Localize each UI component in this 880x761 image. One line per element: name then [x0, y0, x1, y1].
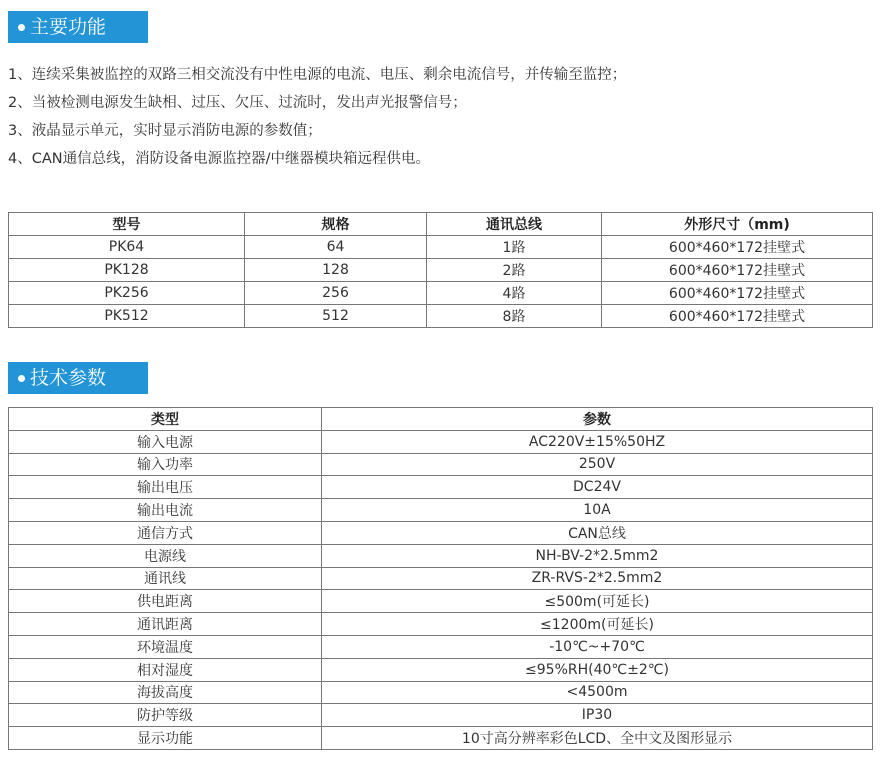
param-name: 相对湿度: [9, 658, 322, 681]
cell-bus: 1路: [427, 236, 602, 259]
param-value: ≤500m(可延长): [322, 590, 873, 613]
feature-item: 1、连续采集被监控的双路三相交流没有中性电源的电流、电压、剩余电流信号，并传输至监控；: [8, 67, 627, 83]
cell-model: PK256: [9, 282, 245, 305]
cell-spec: 256: [245, 282, 427, 305]
cell-spec: 128: [245, 259, 427, 282]
table-row: [9, 567, 873, 590]
table-row: [9, 590, 873, 613]
tech-params-title: 技术参数: [30, 367, 107, 389]
main-features-header: [8, 11, 148, 43]
param-value: ZR-RVS-2*2.5mm2: [322, 567, 873, 590]
cell-spec: 512: [245, 305, 427, 328]
cell-dimensions: 600*460*172挂壁式: [602, 305, 873, 328]
param-name: 输入电源: [9, 430, 322, 453]
param-name: 电源线: [9, 544, 322, 567]
column-header-spec: 规格: [245, 213, 427, 236]
bullet-dot-icon: [18, 375, 25, 382]
table-row: [9, 236, 873, 259]
table-row: [9, 681, 873, 704]
cell-model: PK512: [9, 305, 245, 328]
param-name: 通信方式: [9, 521, 322, 544]
column-header-dimensions: 外形尺寸（mm): [602, 213, 873, 236]
param-value: NH-BV-2*2.5mm2: [322, 544, 873, 567]
param-name: 输出电流: [9, 499, 322, 522]
param-name: 通讯线: [9, 567, 322, 590]
param-name: 显示功能: [9, 727, 322, 750]
bullet-dot-icon: [18, 24, 25, 31]
param-value: AC220V±15%50HZ: [322, 430, 873, 453]
cell-bus: 2路: [427, 259, 602, 282]
table-row: [9, 613, 873, 636]
table-row: [9, 453, 873, 476]
table-row: [9, 658, 873, 681]
table-row: [9, 259, 873, 282]
param-name: 供电距离: [9, 590, 322, 613]
feature-item: 4、CAN通信总线，消防设备电源监控器/中继器模块箱远程供电。: [8, 151, 430, 167]
cell-dimensions: 600*460*172挂壁式: [602, 282, 873, 305]
table-header-row: [9, 408, 873, 431]
tech-params-table: [8, 407, 873, 750]
feature-item: 3、液晶显示单元，实时显示消防电源的参数值；: [8, 123, 322, 139]
param-value: 10A: [322, 499, 873, 522]
column-header-type: 类型: [9, 408, 322, 431]
main-features-title: 主要功能: [30, 16, 107, 38]
feature-list: [8, 61, 872, 173]
param-name: 海拔高度: [9, 681, 322, 704]
table-row: [9, 704, 873, 727]
cell-dimensions: 600*460*172挂壁式: [602, 259, 873, 282]
param-value: 250V: [322, 453, 873, 476]
model-table: [8, 212, 873, 328]
cell-model: PK64: [9, 236, 245, 259]
param-value: DC24V: [322, 476, 873, 499]
param-value: IP30: [322, 704, 873, 727]
table-row: [9, 430, 873, 453]
param-name: 输出电压: [9, 476, 322, 499]
param-value: CAN总线: [322, 521, 873, 544]
column-header-bus: 通讯总线: [427, 213, 602, 236]
table-header-row: [9, 213, 873, 236]
cell-model: PK128: [9, 259, 245, 282]
param-value: <4500m: [322, 681, 873, 704]
table-row: [9, 544, 873, 567]
cell-spec: 64: [245, 236, 427, 259]
param-name: 通讯距离: [9, 613, 322, 636]
table-row: [9, 282, 873, 305]
param-name: 输入功率: [9, 453, 322, 476]
param-value: ≤95%RH(40℃±2℃): [322, 658, 873, 681]
tech-params-header: [8, 362, 148, 394]
cell-bus: 8路: [427, 305, 602, 328]
column-header-param: 参数: [322, 408, 873, 431]
cell-bus: 4路: [427, 282, 602, 305]
param-name: 防护等级: [9, 704, 322, 727]
feature-item: 2、当被检测电源发生缺相、过压、欠压、过流时，发出声光报警信号；: [8, 95, 467, 111]
table-row: [9, 635, 873, 658]
table-row: [9, 521, 873, 544]
column-header-model: 型号: [9, 213, 245, 236]
param-value: -10℃~+70℃: [322, 635, 873, 658]
table-row: [9, 727, 873, 750]
param-value: 10寸高分辨率彩色LCD、全中文及图形显示: [322, 727, 873, 750]
table-row: [9, 476, 873, 499]
cell-dimensions: 600*460*172挂壁式: [602, 236, 873, 259]
param-name: 环境温度: [9, 635, 322, 658]
table-row: [9, 499, 873, 522]
param-value: ≤1200m(可延长): [322, 613, 873, 636]
table-row: [9, 305, 873, 328]
